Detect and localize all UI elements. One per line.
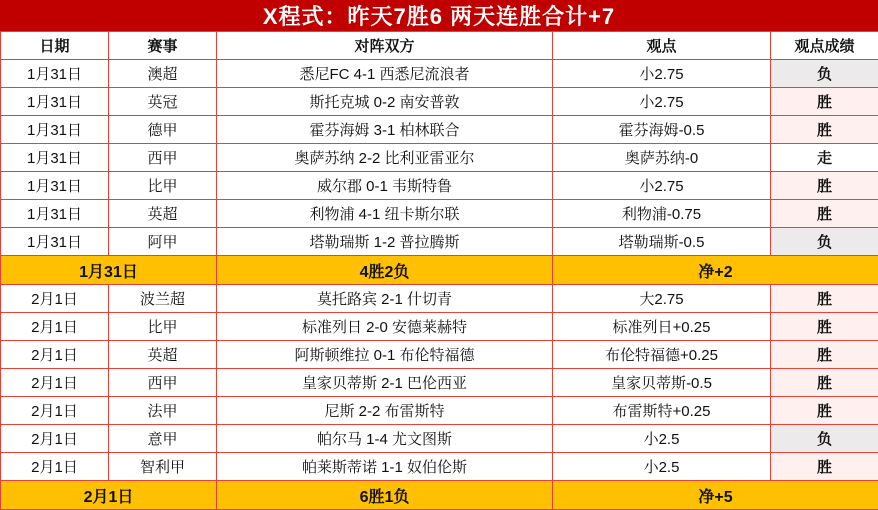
table-row <box>1 172 878 200</box>
cell-date: 2月1日 <box>1 453 109 481</box>
cell-view: 利物浦-0.75 <box>553 200 771 228</box>
cell-league: 智利甲 <box>109 453 217 481</box>
cell-match: 悉尼FC 4-1 西悉尼流浪者 <box>217 60 553 88</box>
cell-match: 帕尔马 1-4 尤文图斯 <box>217 425 553 453</box>
table-header <box>1 32 878 60</box>
cell-view: 小2.5 <box>553 425 771 453</box>
cell-match: 霍芬海姆 3-1 柏林联合 <box>217 116 553 144</box>
cell-match: 尼斯 2-2 布雷斯特 <box>217 397 553 425</box>
table-row <box>1 369 878 397</box>
cell-date: 2月1日 <box>1 425 109 453</box>
cell-date: 1月31日 <box>1 228 109 256</box>
cell-result: 走 <box>771 144 878 172</box>
cell-result: 负 <box>771 60 878 88</box>
summary-row-day1 <box>1 256 878 285</box>
cell-league: 比甲 <box>109 313 217 341</box>
cell-match: 阿斯顿维拉 0-1 布伦特福德 <box>217 341 553 369</box>
summary-net: 净+5 <box>553 481 878 510</box>
cell-result: 胜 <box>771 200 878 228</box>
cell-date: 2月1日 <box>1 285 109 313</box>
cell-date: 1月31日 <box>1 172 109 200</box>
table-row <box>1 313 878 341</box>
cell-result: 胜 <box>771 172 878 200</box>
cell-league: 澳超 <box>109 60 217 88</box>
table-header-row <box>1 32 878 60</box>
table-row <box>1 453 878 481</box>
cell-date: 1月31日 <box>1 60 109 88</box>
cell-league: 西甲 <box>109 144 217 172</box>
column-header-match: 对阵双方 <box>217 32 553 60</box>
cell-result: 胜 <box>771 285 878 313</box>
table-row <box>1 341 878 369</box>
table-row <box>1 144 878 172</box>
column-header-view: 观点 <box>553 32 771 60</box>
table-body <box>1 60 878 510</box>
cell-result: 负 <box>771 425 878 453</box>
cell-date: 2月1日 <box>1 397 109 425</box>
cell-view: 布伦特福德+0.25 <box>553 341 771 369</box>
cell-date: 2月1日 <box>1 341 109 369</box>
cell-view: 小2.5 <box>553 453 771 481</box>
cell-date: 2月1日 <box>1 313 109 341</box>
cell-date: 1月31日 <box>1 88 109 116</box>
table-row <box>1 228 878 256</box>
cell-view: 标准列日+0.25 <box>553 313 771 341</box>
cell-view: 塔勒瑞斯-0.5 <box>553 228 771 256</box>
cell-match: 帕莱斯蒂诺 1-1 奴伯伦斯 <box>217 453 553 481</box>
cell-league: 英冠 <box>109 88 217 116</box>
cell-view: 霍芬海姆-0.5 <box>553 116 771 144</box>
cell-league: 比甲 <box>109 172 217 200</box>
cell-view: 大2.75 <box>553 285 771 313</box>
cell-league: 英超 <box>109 341 217 369</box>
cell-match: 奥萨苏纳 2-2 比利亚雷亚尔 <box>217 144 553 172</box>
cell-result: 胜 <box>771 341 878 369</box>
results-table <box>0 31 878 510</box>
cell-league: 阿甲 <box>109 228 217 256</box>
table-row <box>1 60 878 88</box>
cell-match: 利物浦 4-1 纽卡斯尔联 <box>217 200 553 228</box>
cell-match: 威尔郡 0-1 韦斯特鲁 <box>217 172 553 200</box>
cell-view: 小2.75 <box>553 88 771 116</box>
summary-record: 6胜1负 <box>217 481 553 510</box>
page-title: X程式：昨天7胜6 两天连胜合计+7 <box>0 0 878 31</box>
table-row <box>1 397 878 425</box>
cell-view: 布雷斯特+0.25 <box>553 397 771 425</box>
cell-league: 波兰超 <box>109 285 217 313</box>
cell-view: 小2.75 <box>553 172 771 200</box>
table-row <box>1 200 878 228</box>
summary-date: 2月1日 <box>1 481 217 510</box>
summary-record: 4胜2负 <box>217 256 553 285</box>
cell-result: 负 <box>771 228 878 256</box>
cell-league: 西甲 <box>109 369 217 397</box>
cell-result: 胜 <box>771 453 878 481</box>
cell-result: 胜 <box>771 313 878 341</box>
cell-date: 2月1日 <box>1 369 109 397</box>
cell-match: 标准列日 2-0 安德莱赫特 <box>217 313 553 341</box>
cell-view: 奥萨苏纳-0 <box>553 144 771 172</box>
table-row <box>1 285 878 313</box>
cell-date: 1月31日 <box>1 116 109 144</box>
summary-date: 1月31日 <box>1 256 217 285</box>
column-header-result: 观点成绩 <box>771 32 878 60</box>
cell-date: 1月31日 <box>1 200 109 228</box>
column-header-date: 日期 <box>1 32 109 60</box>
summary-row-day2 <box>1 481 878 510</box>
cell-league: 德甲 <box>109 116 217 144</box>
cell-result: 胜 <box>771 397 878 425</box>
cell-match: 莫托路宾 2-1 什切青 <box>217 285 553 313</box>
cell-match: 斯托克城 0-2 南安普敦 <box>217 88 553 116</box>
cell-result: 胜 <box>771 116 878 144</box>
summary-net: 净+2 <box>553 256 878 285</box>
cell-date: 1月31日 <box>1 144 109 172</box>
cell-view: 小2.75 <box>553 60 771 88</box>
cell-result: 胜 <box>771 88 878 116</box>
cell-match: 皇家贝蒂斯 2-1 巴伦西亚 <box>217 369 553 397</box>
table-row <box>1 425 878 453</box>
cell-result: 胜 <box>771 369 878 397</box>
table-row <box>1 116 878 144</box>
cell-league: 英超 <box>109 200 217 228</box>
column-header-league: 赛事 <box>109 32 217 60</box>
cell-league: 法甲 <box>109 397 217 425</box>
cell-league: 意甲 <box>109 425 217 453</box>
table-row <box>1 88 878 116</box>
cell-match: 塔勒瑞斯 1-2 普拉腾斯 <box>217 228 553 256</box>
cell-view: 皇家贝蒂斯-0.5 <box>553 369 771 397</box>
